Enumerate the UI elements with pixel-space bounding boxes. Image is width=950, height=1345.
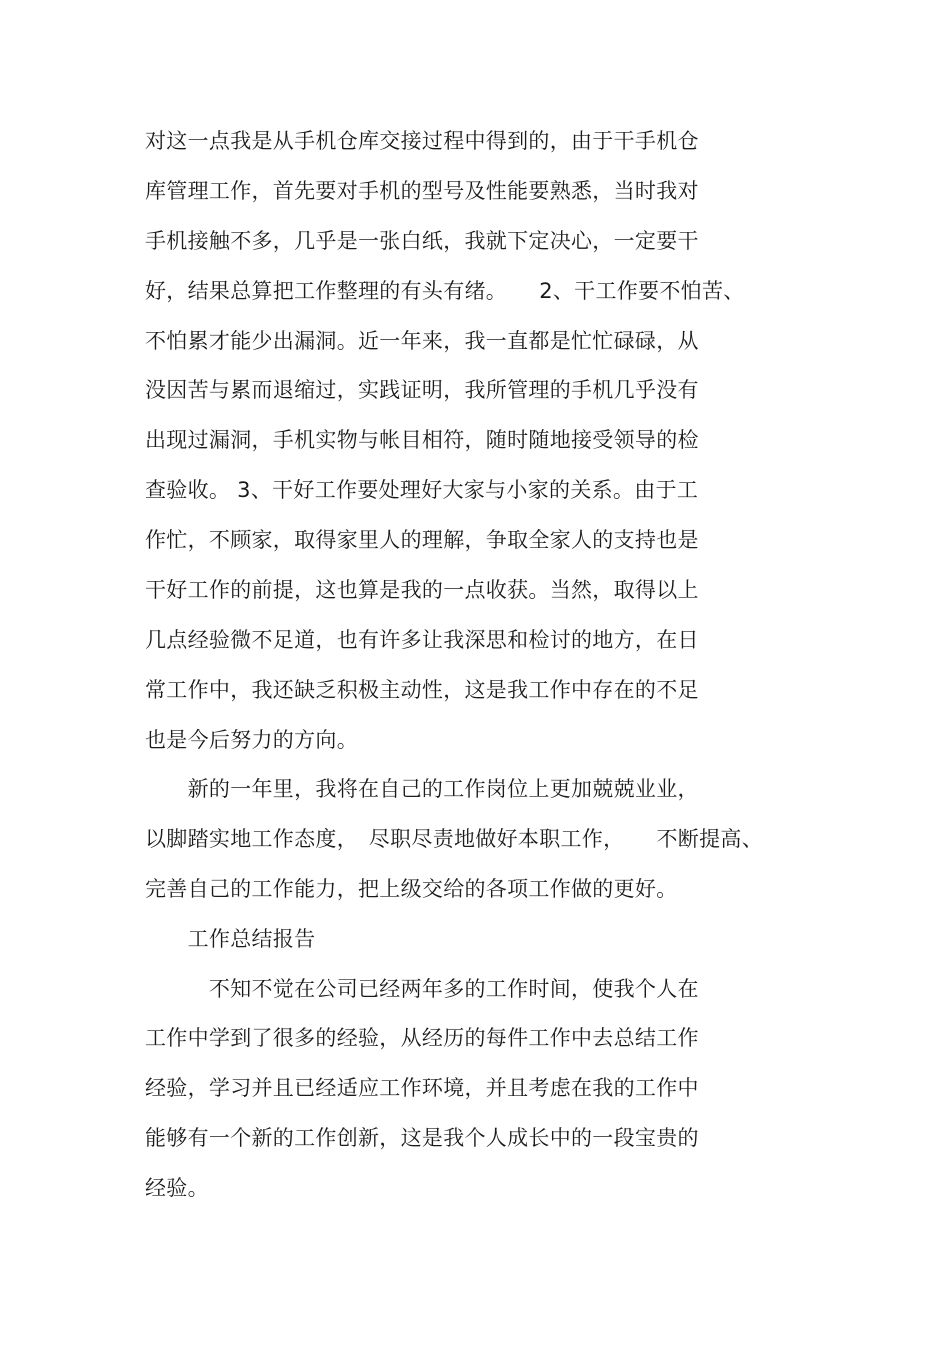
text-line: 工作中学到了很多的经验，从经历的每件工作中去总结工作 bbox=[145, 1026, 699, 1050]
text-line: 经验。 bbox=[145, 1176, 209, 1200]
text-line: 查验收。 3、干好工作要处理好大家与小家的关系。由于工 bbox=[145, 478, 699, 502]
text-line: 库管理工作，首先要对手机的型号及性能要熟悉，当时我对 bbox=[145, 179, 699, 203]
text-line: 几点经验微不足道，也有许多让我深思和检讨的地方，在日 bbox=[145, 628, 699, 652]
text-line: 没因苦与累而退缩过，实践证明，我所管理的手机几乎没有 bbox=[145, 378, 699, 402]
text-line: 完善自己的工作能力，把上级交给的各项工作做的更好。 bbox=[145, 877, 678, 901]
text-line: 常工作中，我还缺乏积极主动性，这是我工作中存在的不足 bbox=[145, 678, 699, 702]
text-line: 手机接触不多，几乎是一张白纸，我就下定决心，一定要干 bbox=[145, 229, 699, 253]
text-line: 作忙，不顾家，取得家里人的理解，争取全家人的支持也是 bbox=[145, 528, 699, 552]
text-line: 能够有一个新的工作创新，这是我个人成长中的一段宝贵的 bbox=[145, 1126, 699, 1150]
text-line: 以脚踏实地工作态度， 尽职尽责地做好本职工作， 不断提高、 bbox=[145, 827, 763, 851]
text-line: 不怕累才能少出漏洞。近一年来，我一直都是忙忙碌碌，从 bbox=[145, 329, 699, 353]
text-line: 对这一点我是从手机仓库交接过程中得到的，由于干手机仓 bbox=[145, 129, 699, 153]
text-line: 也是今后努力的方向。 bbox=[145, 728, 358, 752]
text-line: 新的一年里，我将在自己的工作岗位上更加兢兢业业， bbox=[145, 777, 699, 801]
section-heading: 工作总结报告 bbox=[145, 927, 316, 951]
text-line: 经验，学习并且已经适应工作环境，并且考虑在我的工作中 bbox=[145, 1076, 699, 1100]
text-line: 不知不觉在公司已经两年多的工作时间，使我个人在 bbox=[145, 977, 699, 1001]
text-line: 好，结果总算把工作整理的有头有绪。 2、干工作要不怕苦、 bbox=[145, 279, 745, 303]
text-line: 出现过漏洞，手机实物与帐目相符，随时随地接受领导的检 bbox=[145, 428, 699, 452]
text-line: 干好工作的前提，这也算是我的一点收获。当然，取得以上 bbox=[145, 578, 699, 602]
